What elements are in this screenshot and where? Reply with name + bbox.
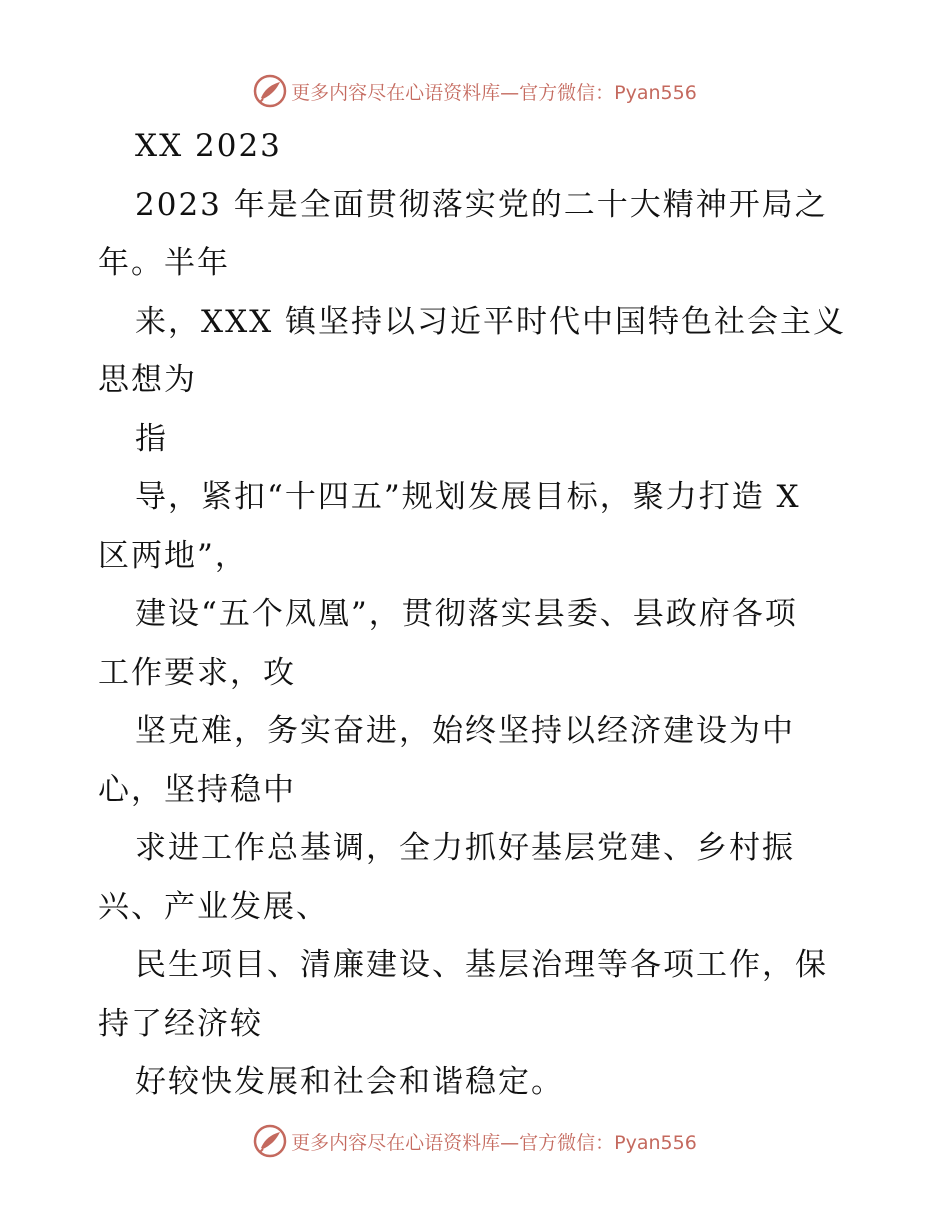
pen-nib-logo-icon: [253, 74, 287, 108]
banner-text: 更多内容尽在心语资料库—官方微信：Pyan556: [291, 81, 697, 104]
banner-text: 更多内容尽在心语资料库—官方微信：Pyan556: [291, 1131, 697, 1154]
document-line: 2023 年是全面贯彻落实党的二十大精神开局之: [135, 186, 828, 223]
document-line: 来，XXX 镇坚持以习近平时代中国特色社会主义: [135, 303, 847, 340]
document-line: 民生项目、清廉建设、基层治理等各项工作，保: [135, 947, 828, 983]
document-line: 持了经济较: [98, 1005, 263, 1042]
document-line: 好较快发展和社会和谐稳定。: [135, 1064, 564, 1100]
footer-banner: [0, 1121, 950, 1161]
document-line: 区两地”，: [98, 537, 248, 574]
document-line: 求进工作总基调，全力抓好基层党建、乡村振: [135, 830, 795, 866]
document-line: 导，紧扣“十四五”规划发展目标，聚力打造 X: [135, 479, 801, 515]
document-line: 指: [135, 420, 168, 457]
pen-nib-logo-icon: [253, 1124, 287, 1158]
document-line: 年。半年: [98, 245, 230, 281]
document-line: 工作要求，攻: [98, 654, 296, 691]
header-banner: [0, 71, 950, 111]
document-line: 建设“五个凤凰”，贯彻落实县委、县政府各项: [135, 596, 798, 632]
document-line: 心，坚持稳中: [98, 771, 296, 808]
document-line: 坚克难，务实奋进，始终坚持以经济建设为中: [135, 713, 795, 749]
document-line: 思想为: [98, 362, 197, 398]
document-line: 兴、产业发展、: [98, 888, 329, 925]
document-line: XX 2023: [135, 128, 282, 164]
